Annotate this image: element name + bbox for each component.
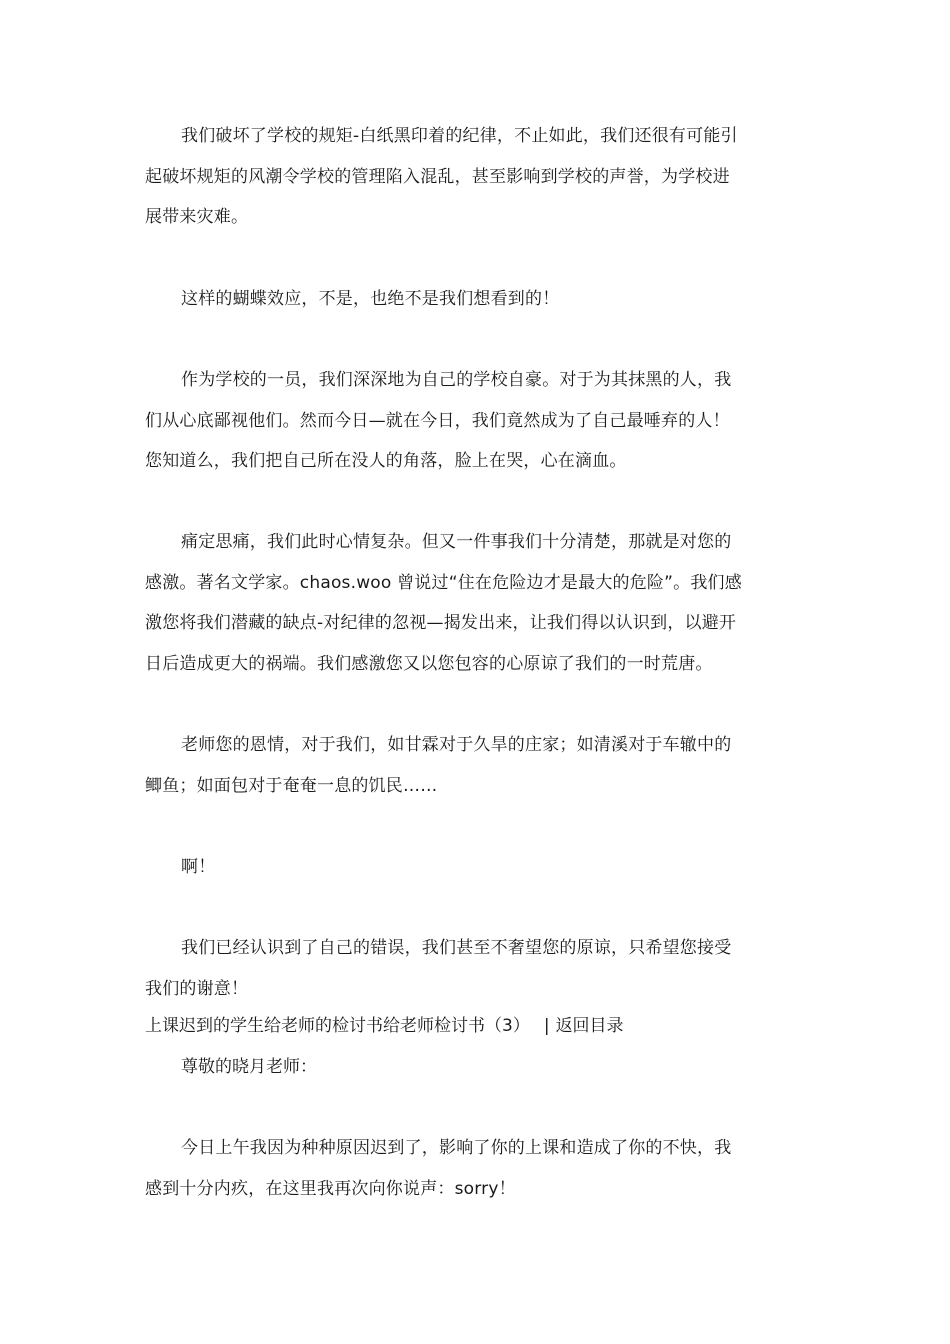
paragraph-line: 展带来灾难。 [145, 207, 249, 227]
paragraph-3 [145, 360, 805, 482]
paragraph-line: 您知道么，我们把自己所在没人的角落，脸上在哭，心在滴血。 [145, 451, 627, 471]
section-heading [145, 1014, 624, 1038]
paragraph-7 [145, 928, 805, 1009]
paragraph-8 [145, 1128, 805, 1209]
paragraph-line: 痛定思痛，我们此时心情复杂。但又一件事我们十分清楚，那就是对您的 [181, 532, 732, 552]
paragraph-line: 我们的谢意！ [145, 978, 249, 999]
paragraph-line: 鲫鱼；如面包对于奄奄一息的饥民…… [145, 775, 438, 796]
paragraph-line: 这样的蝴蝶效应，不是，也绝不是我们想看到的！ [181, 289, 560, 309]
paragraph-line: 日后造成更大的祸端。我们感激您又以您包容的心原谅了我们的一时荒唐。 [145, 653, 713, 674]
salutation-text: 尊敬的晓月老师： [181, 1057, 317, 1077]
back-to-contents-link[interactable]: 返回目录 [555, 1016, 624, 1036]
paragraph-line: 今日上午我因为种种原因迟到了，影响了你的上课和造成了你的不快，我 [181, 1138, 732, 1158]
paragraph-2 [145, 279, 805, 320]
paragraph-line: 老师您的恩情，对于我们，如甘霖对于久旱的庄家；如清溪对于车辙中的 [181, 735, 732, 755]
section-title: 上课迟到的学生给老师的检讨书给老师检讨书（3） [145, 1016, 530, 1036]
paragraph-line: 我们已经认识到了自己的错误，我们甚至不奢望您的原谅，只希望您接受 [181, 938, 732, 958]
paragraph-5 [145, 725, 805, 806]
paragraph-line: 感到十分内疚，在这里我再次向你说声：sorry！ [145, 1178, 516, 1199]
salutation [181, 1055, 317, 1079]
paragraph-line: 感激。著名文学家。chaos.woo 曾说过“住在危险边才是最大的危险”。我们感 [145, 572, 742, 593]
paragraph-4 [145, 522, 805, 684]
paragraph-6 [145, 847, 805, 888]
paragraph-line: 激您将我们潜藏的缺点-对纪律的忽视—揭发出来，让我们得以认识到，以避开 [145, 613, 737, 633]
paragraph-line: 们从心底鄙视他们。然而今日—就在今日，我们竟然成为了自己最唾弃的人！ [145, 410, 730, 431]
paragraph-line: 起破坏规矩的风潮令学校的管理陷入混乱，甚至影响到学校的声誉，为学校进 [145, 166, 730, 187]
heading-separator: | [543, 1016, 550, 1036]
paragraph-line: 我们破坏了学校的规矩-白纸黑印着的纪律，不止如此，我们还很有可能引 [181, 126, 738, 146]
paragraph-1 [145, 116, 805, 238]
paragraph-line: 啊！ [181, 857, 216, 877]
paragraph-line: 作为学校的一员，我们深深地为自己的学校自豪。对于为其抹黑的人，我 [181, 370, 732, 390]
